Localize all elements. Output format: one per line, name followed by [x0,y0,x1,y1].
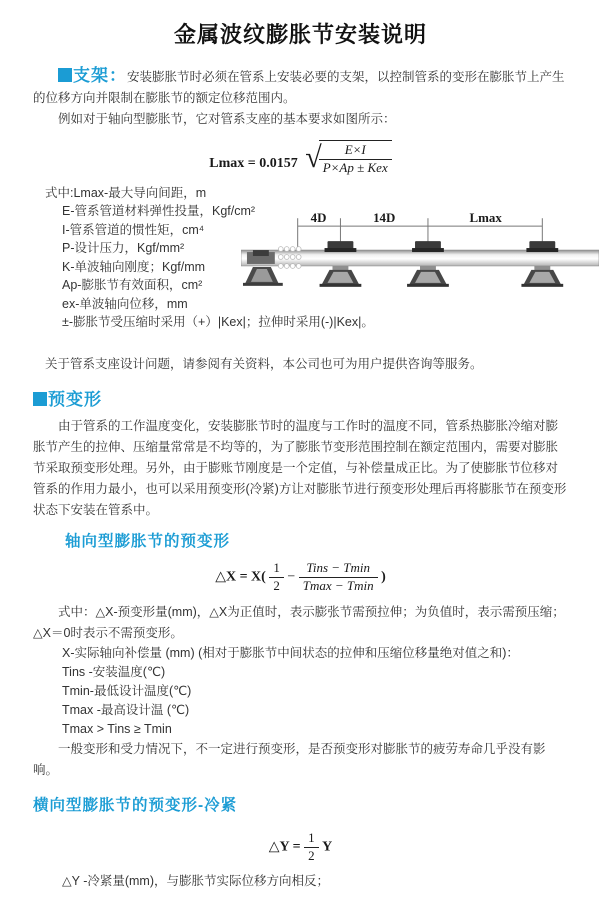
definitions-block [33,184,568,354]
axial-item: Tmin-最低设计温度(℃) [62,683,192,698]
lateral-denominator: 2 [308,847,315,863]
temperature-fraction [299,561,378,594]
lateral-half-fraction [304,831,319,864]
lateral-item: △Y -冷紧量(mm)，与膨胀节实际位移方向相反； [62,873,330,888]
support-example-text: 例如对于轴向型膨胀节，它对管系支座的基本要求如图所示： [58,112,396,126]
support-intro-paragraph [33,65,568,109]
lmax-formula [33,140,568,176]
definition-line: Ap-膨胀节有效面积，cm² [62,278,203,293]
definition-line: ±-膨胀节受压缩时采用（+）|Kex|；拉伸时采用(-)|Kex|。 [62,315,374,330]
axial-explain-text: 式中：△X-预变形量(mm)，△X为正值时，表示膨张节需预拉伸；为负值时，表示需预压缩；△X＝0时表示不需预变形。 [33,604,565,640]
diagram-label-4d: 4D [310,210,327,226]
support-intro-text: 安装膨胀节时必须在管系上安装必要的支架，以控制管系的变形在膨胀节上产生的位移方向并限制在膨胀节的额定位移范围内。 [33,70,565,105]
predeform-heading-row [33,389,568,412]
lateral-subheading: 横向型膨胀节的预变形-冷紧 [33,796,238,814]
axial-formula-lhs: △X = X( [215,569,266,585]
pipe-support-diagram [241,210,599,306]
half-denominator: 2 [273,577,280,593]
lmax-formula-lhs: Lmax = 0.0157 [209,155,298,171]
axial-item: Tmax -最高设计温 (℃) [62,702,190,717]
axial-item: Tmax > Tins ≥ Tmin [62,721,172,736]
diagram-label-14d: 14D [373,210,396,226]
section-square-icon [58,68,72,82]
definition-line: E-管系管道材料弹性投量，Kgf/cm² [62,204,256,219]
diagram-label-lmax: Lmax [469,210,502,226]
section-square-icon [33,392,47,406]
lateral-formula-rhs: Y [322,839,333,855]
lmax-fraction [319,143,392,176]
minus-sign: − [287,569,296,585]
predeform-paragraph: 由于管系的工作温度变化，安装膨胀节时的温度与工作时的温度不同，管系热膨胀冷缩对膨胀节产生的拉伸、压缩量常常是不均等的，为了膨胀节变形范围控制在额定范围内，需要对膨胀节采取预变形处理。另外，由于膨账节刚度是一个定值，与补偿量成正比。为了使膨胀节位移对管系的作用力最小，也可以采用预变形(冷紧)方让对膨胀节进行预变形处理后再将膨胀节在预变形状态下安装在管系中。 [33,418,567,517]
lateral-numerator: 1 [304,831,319,848]
lateral-formula [33,831,568,864]
axial-item: Tins -安装温度(℃) [62,664,166,679]
lateral-formula-lhs: △Y = [268,839,301,855]
half-fraction [269,561,284,594]
axial-subheading: 轴向型膨胀节的预变形 [65,532,231,550]
sqrt-radical [305,140,391,176]
definition-line: P-设计压力，Kgf/mm² [62,241,185,256]
radical-sign: √ [305,140,322,174]
definition-line: ex-单波轴向位移，mm [62,296,188,311]
predeform-section-heading: 预变形 [48,389,102,409]
axial-note: 一般变形和受力情况下，不一定进行预变形，是否预变形对膨胀节的疲劳寿命几乎没有影响。 [33,741,546,777]
definition-line: 式中:Lmax-最大导向间距，m [45,185,207,200]
page-title: 金属波纹膨胀节安装说明 [173,22,427,47]
axial-item: X-实际轴向补偿量 (mm) (相对于膨胀节中间状态的拉伸和压缩位移量绝对值之和)： [62,645,519,660]
temp-numerator: Tins − Tmin [299,561,378,578]
definition-line: I-管系管道的惯性矩，cm⁴ [62,222,205,237]
axial-formula [33,561,568,594]
lmax-denominator: P×Ap ± Kex [322,159,388,175]
axial-formula-rhs: ) [381,569,386,585]
temp-denominator: Tmax − Tmin [302,577,374,593]
definition-line: K-单波轴向刚度；Kgf/mm [62,259,206,274]
lmax-numerator: E×I [319,143,392,160]
support-note: 关于管系支座设计问题，请参阅有关资料，本公司也可为用户提供咨询等服务。 [45,356,483,371]
support-section-heading: 支架： [73,66,127,85]
half-numerator: 1 [269,561,284,578]
